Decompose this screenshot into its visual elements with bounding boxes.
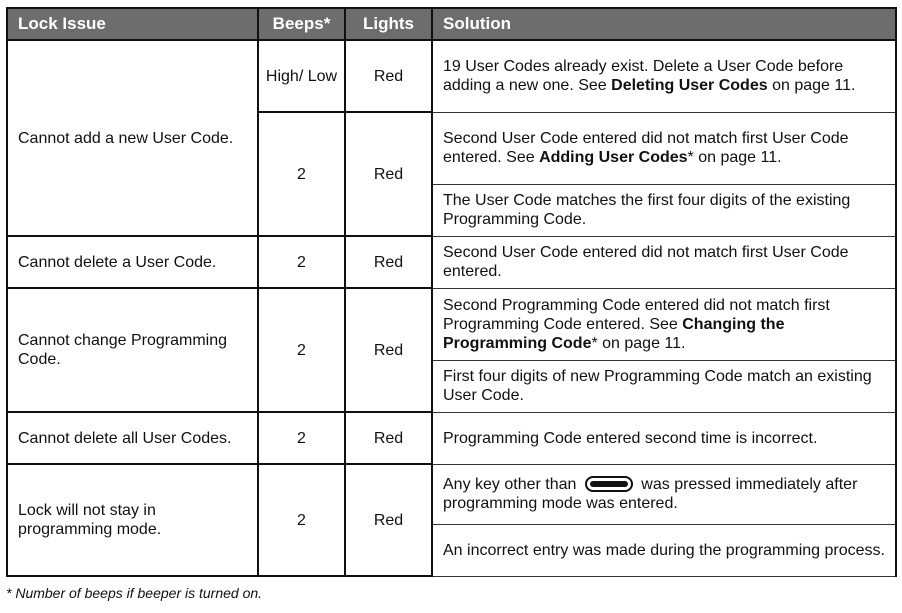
solution-text: Programming Code entered second time is incorrect. [443,429,818,447]
solution-cell [432,184,896,236]
footnote: * Number of beeps if beeper is turned on. [6,585,263,601]
solution-cell [432,464,896,524]
solution-cell [432,288,896,360]
solution-cell [432,360,896,412]
solution-text: Any key other than [443,476,581,493]
solution-cell [432,524,896,576]
schlage-logo-mark [590,481,628,487]
table-row [7,464,896,524]
solution-text: on page 11. [767,77,856,95]
lights-cell: Red [345,236,432,288]
solution-text: First four digits of new Programming Code match an existing User Code. [443,368,872,404]
table-row [7,412,896,464]
lights-cell: Red [345,40,432,112]
lock-issue-cell: Lock will not stay in programming mode. [7,464,258,576]
solution-reference: Changing the Programming Code [443,315,785,352]
schlage-button-icon [585,476,633,492]
beeps-cell: 2 [258,112,345,236]
lock-issue-cell: Cannot delete a User Code. [7,236,258,288]
solution-cell [432,236,896,288]
solution-cell [432,40,896,112]
lights-cell: Red [345,412,432,464]
solution-reference: Adding User Codes [539,149,688,166]
table-body [7,40,896,576]
solution-text: An incorrect entry was made during the programming process. [443,541,885,559]
lock-issue-cell: Cannot add a new User Code. [7,40,258,236]
solution-text: * on page 11. [591,334,686,352]
beeps-cell: 2 [258,288,345,412]
beeps-cell: High/ Low [258,40,345,112]
lights-cell: Red [345,288,432,412]
lights-cell: Red [345,112,432,236]
table-row [7,288,896,360]
lights-cell: Red [345,464,432,576]
solution-text: Second User Code entered did not match first User Code entered. See [443,130,849,166]
header-lights: Lights [345,8,432,40]
solution-text: Second Programming Code entered did not match first Programming Code entered. See [443,296,830,333]
solution-text: * on page 11. [687,149,782,166]
table-row [7,236,896,288]
solution-text: 19 User Codes already exist. Delete a User Code before adding a new one. See [443,58,844,95]
solution-reference: Deleting User Codes [611,77,768,95]
lock-issue-cell: Cannot delete all User Codes. [7,412,258,464]
solution-text: Second User Code entered did not match first User Code entered. [443,244,849,280]
header-solution: Solution [432,8,896,40]
beeps-cell: 2 [258,236,345,288]
header-beeps: Beeps* [258,8,345,40]
lock-issue-cell: Cannot change Programming Code. [7,288,258,412]
solution-cell [432,112,896,184]
solution-text: The User Code matches the first four digits of the existing Programming Code. [443,192,851,228]
header-lock-issue: Lock Issue [7,8,258,40]
header-row [7,8,896,40]
solution-text: was pressed immediately after programming mode was entered. [443,476,858,512]
troubleshooting-table [6,7,897,577]
solution-cell [432,412,896,464]
table-row [7,40,896,112]
beeps-cell: 2 [258,412,345,464]
beeps-cell: 2 [258,464,345,576]
